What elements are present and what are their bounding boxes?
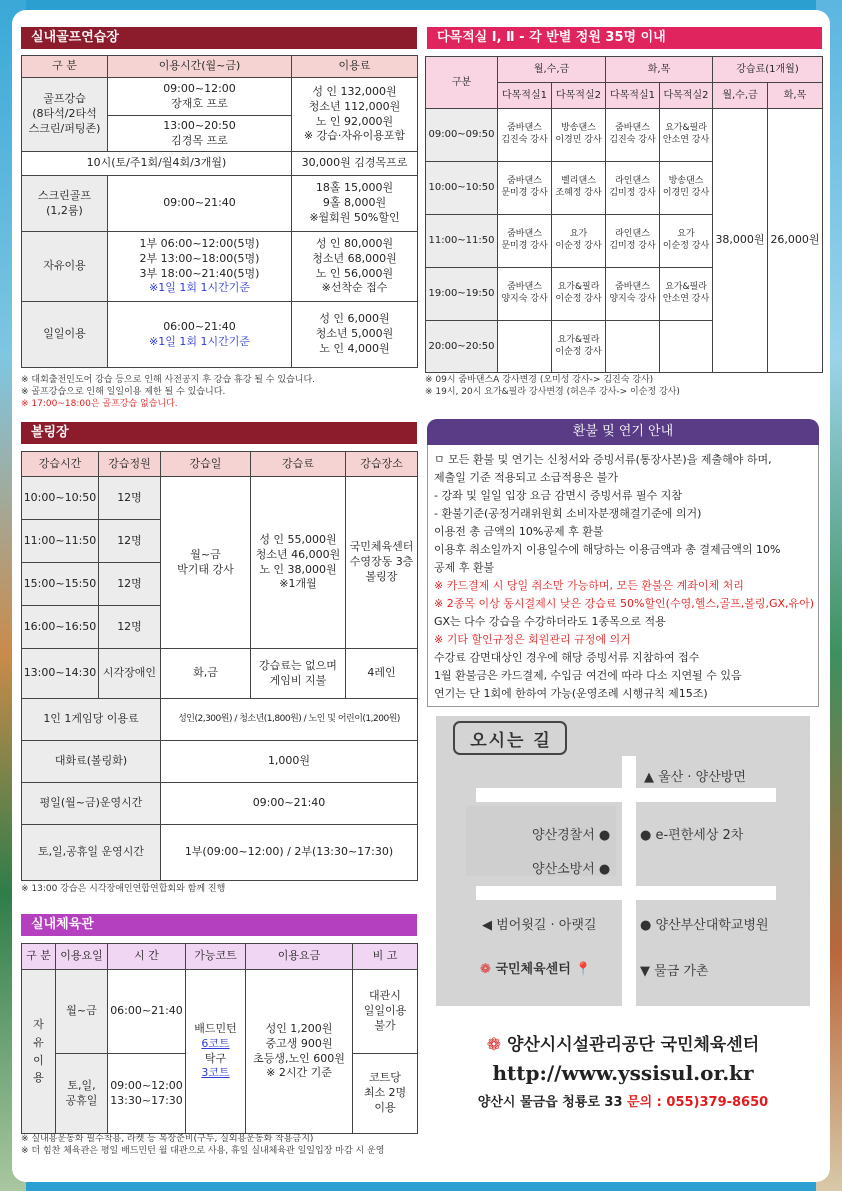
map-title: 오시는 길 [470,731,552,751]
bowling-game-value: 성인(2,300원) / 청소년(1,800원) / 노인 및 어린이(1,200원) [161,699,418,741]
dance-cell: 줌바댄스 김진숙 강사 [606,109,660,162]
bowling-special-place: 4레인 [346,649,418,699]
gym-header [21,914,417,936]
dance-time: 19:00~19:50 [426,268,498,321]
bowling-title: 볼링장 [31,425,69,440]
golf-free-label: 자유이용 [22,232,108,302]
refund-line: 공제 후 환불 [434,561,495,574]
map-center: ❁ 국민체육센터 📍 [480,962,592,977]
gym-head: 비 고 [353,944,418,970]
bowling-weekday-label: 평일(월~금)운영시간 [22,783,161,825]
golf-notes: ※ 대회출전인도어 강습 등으로 인해 사전공지 후 강습 휴강 될 수 있습니다. ※ 골프강습으로 인해 일일이용 제한 될 수 있습니다. ※ 17:00~18:00은 골프강습 없습니다. [21,375,315,409]
refund-line: GX는 다수 강습을 수강하더라도 1종목으로 적용 [434,615,666,628]
dance-cell: 줌바댄스 문미경 강사 [498,215,552,268]
dance-head: 구분 [426,57,498,109]
bowling-slot-time: 15:00~15:50 [22,563,99,606]
bowling-shoe-label: 대화료(볼링화) [22,741,161,783]
dance-cell: 요가 이순정 강사 [660,215,713,268]
bowling-head: 강습일 [161,452,251,477]
dance-cell: 줌바댄스 양지숙 강사 [606,268,660,321]
bowling-slot-capacity: 12명 [99,606,161,649]
golf-lesson-label: 골프강습 (8타석/2타석 스크린/퍼팅존) [22,78,108,152]
bowling-table [21,451,418,881]
location-pin-icon: 📍 [575,962,592,977]
golf-daily-time: 06:00~21:40 ※1일 1회 1시간기준 [108,302,292,368]
gym-notes: ※ 실내용운동화 필수착용, 라켓 등 복장준비(구두, 실외용운동화 착용금지) ※ 더 힘찬 체육관은 평일 배드민턴 월 대관으로 사용, 휴일 실내체육관 일일입장 마감 시 운영 [21,1134,385,1156]
refund-line: ※ 기타 할인규정은 회원관리 규정에 의거 [434,633,631,646]
dance-time: 09:00~09:50 [426,109,498,162]
dance-room: 다목적실2 [552,83,606,109]
dance-cell: 요가&필라 이순정 강사 [552,321,606,373]
dance-header [427,27,822,49]
dance-cell: 벨리댄스 조혜정 강사 [552,162,606,215]
bowling-slot-capacity: 12명 [99,563,161,606]
directions-map [436,716,810,1006]
map-fire: 양산소방서 ● [532,862,611,877]
map-police: 양산경찰서 ● [532,828,611,843]
refund-line: - 강좌 및 일일 입장 요금 감면시 증빙서류 필수 지참 [434,489,682,502]
refund-box [427,419,819,707]
gym-fee: 성인 1,200원 중고생 900원 초등생,노인 600원 ※ 2시간 기준 [246,970,353,1134]
map-road-bottom [476,886,776,900]
dance-cell: 줌바댄스 양지숙 강사 [498,268,552,321]
refund-line: - 환불기준(공정거래위원회 소비자분쟁해결기준에 의거) [434,507,702,520]
gym-head: 이용요금 [246,944,353,970]
bowling-special-fee: 강습료는 없으며 게임비 지불 [251,649,346,699]
dance-cell: 줌바댄스 김진숙 강사 [498,109,552,162]
org-logo-icon: ❁ [486,1035,502,1055]
refund-line: 제출일 기준 적용되고 소급적용은 불가 [434,471,619,484]
golf-head: 구 분 [22,56,108,78]
refund-line: 수강료 감면대상인 경우에 해당 증빙서류 지참하여 접수 [434,651,700,664]
bowling-weekend-label: 토,일,공휴일 운영시간 [22,825,161,881]
map-ulsan: ▲ 울산 · 양산방면 [644,770,746,785]
map-mulgeum: ▼ 물금 가촌 [640,964,709,979]
gym-table [21,943,418,1134]
footer-contact: 양산시 물금읍 청룡로 33 문의 : 055)379-8650 [477,1095,769,1110]
dance-head: 강습료(1개월) [713,57,823,83]
bowling-special-who: 시각장애인 [99,649,161,699]
bowling-weekday-value: 09:00~21:40 [161,783,418,825]
map-epyeon: ● e-편한세상 2차 [640,828,744,843]
dance-cell: 요가&필라 안소연 강사 [660,109,713,162]
dance-notes: ※ 09시 줌바댄스A 강사변경 (오미성 강사-> 김진숙 강사) ※ 19시, 20시 요가&필라 강사변경 (허은주 강사-> 이순정 강사) [425,375,680,397]
dance-head: 화,목 [606,57,713,83]
dance-fee-tt: 26,000원 [768,109,823,373]
dance-cell: 줌바댄스 문미경 강사 [498,162,552,215]
refund-line: 이용전 총 금액의 10%공제 후 환불 [434,525,604,538]
bowling-header [21,422,417,444]
bowling-place: 국민체육센터 수영장동 3층 볼링장 [346,477,418,649]
dance-cell: 방송댄스 이경민 강사 [552,109,606,162]
golf-free-fee: 성 인 80,000원 청소년 68,000원 노 인 56,000원 ※선착순 접수 [292,232,418,302]
bowling-head: 강습시간 [22,452,99,477]
bowling-shoe-value: 1,000원 [161,741,418,783]
golf-lesson3-fee: 30,000원 김경목프로 [292,152,418,176]
golf-screen-label: 스크린골프 (1,2룸) [22,176,108,232]
dance-cell: 요가 이순정 강사 [552,215,606,268]
dance-cell: 요가&필라 안소연 강사 [660,268,713,321]
dance-time: 20:00~20:50 [426,321,498,373]
dance-cell [660,321,713,373]
dance-table [425,56,823,373]
dance-title: 다목적실 Ⅰ, Ⅱ - 각 반별 정원 35명 이내 [437,30,666,45]
gym-title: 실내체육관 [31,917,94,932]
golf-lesson1-time: 09:00~12:00 장재호 프로 [108,78,292,116]
map-hospital: ● 양산부산대학교병원 [640,918,769,933]
center-logo-icon: ❁ [480,962,491,977]
dance-room: 다목적실1 [498,83,552,109]
dance-fee-head: 월,수,금 [713,83,768,109]
gym-head: 시 간 [108,944,186,970]
refund-body [427,445,819,707]
dance-head: 월,수,금 [498,57,606,83]
golf-lesson2-time: 13:00~20:50 김경목 프로 [108,116,292,152]
dance-cell [606,321,660,373]
gym-remark2: 코트당 최소 2명 이용 [353,1054,418,1134]
golf-table [21,55,418,368]
gym-head: 이용요일 [56,944,108,970]
dance-room: 다목적실1 [606,83,660,109]
refund-title: 환불 및 연기 안내 [427,419,819,445]
bowling-special-time: 13:00~14:30 [22,649,99,699]
bowling-slot-time: 10:00~10:50 [22,477,99,520]
gym-head: 가능코트 [186,944,246,970]
golf-daily-fee: 성 인 6,000원 청소년 5,000원 노 인 4,000원 [292,302,418,368]
golf-head: 이용료 [292,56,418,78]
bowling-fee: 성 인 55,000원 청소년 46,000원 노 인 38,000원 ※1개월 [251,477,346,649]
golf-daily-label: 일일이용 [22,302,108,368]
gym-head: 구 분 [22,944,56,970]
gym-weekend-day: 토,일, 공휴일 [56,1054,108,1134]
bowling-head: 강습료 [251,452,346,477]
golf-screen-fee: 18홀 15,000원 9홀 8,000원 ※월회원 50%할인 [292,176,418,232]
golf-title: 실내골프연습장 [31,30,119,45]
bowling-game-label: 1인 1게임당 이용료 [22,699,161,741]
bowling-weekend-value: 1부(09:00~12:00) / 2부(13:30~17:30) [161,825,418,881]
dance-cell: 라인댄스 김미정 강사 [606,162,660,215]
bowling-slot-capacity: 12명 [99,520,161,563]
gym-weekday-day: 월~금 [56,970,108,1054]
bowling-special-day: 화,금 [161,649,251,699]
bowling-slot-time: 11:00~11:50 [22,520,99,563]
bowling-day: 월~금 박기태 강사 [161,477,251,649]
footer [436,1030,810,1110]
refund-line: ㅁ 모든 환불 및 연기는 신청서와 증빙서류(통장사본)을 제출해야 하며, [434,453,772,466]
refund-line: 1월 환불금은 카드결제, 수입금 여건에 따라 다소 지연될 수 있음 [434,669,742,682]
footer-url[interactable]: http://www.yssisul.or.kr [492,1061,754,1085]
golf-screen-time: 09:00~21:40 [108,176,292,232]
bowling-note: ※ 13:00 강습은 시각장애인연합연합회와 함께 진행 [21,884,226,894]
refund-line: 연기는 단 1회에 한하여 가능(운영조례 시행규칙 제15조) [434,687,708,700]
map-road-top [476,788,776,802]
golf-lesson-fee: 성 인 132,000원 청소년 112,000원 노 인 92,000원 ※ 강습·자유이용포함 [292,78,418,152]
gym-weekend-time: 09:00~12:00 13:30~17:30 [108,1054,186,1134]
bowling-head: 강습정원 [99,452,161,477]
refund-line: 이용후 취소일까지 이용일수에 해당하는 이용금액과 총 결제금액의 10% [434,543,781,556]
dance-cell: 방송댄스 이경민 강사 [660,162,713,215]
refund-line: ※ 2종목 이상 동시결제시 낮은 강습료 50%할인(수영,헬스,골프,볼링,GX,유아) [434,597,815,610]
footer-org: ❁ 양산시시설관리공단 국민체육센터 [486,1035,760,1055]
dance-room: 다목적실2 [660,83,713,109]
golf-lesson3-time: 10시(토/주1회/월4회/3개월) [22,152,292,176]
bowling-slot-time: 16:00~16:50 [22,606,99,649]
map-beomeo: ◀ 범어윗길 · 아랫길 [482,918,597,933]
dance-cell: 요가&필라 이순정 강사 [552,268,606,321]
dance-cell: 라인댄스 김미정 강사 [606,215,660,268]
golf-free-time: 1부 06:00~12:00(5명) 2부 13:00~18:00(5명) 3부 18:00~21:40(5명) ※1일 1회 1시간기준 [108,232,292,302]
dance-fee-head: 화,목 [768,83,823,109]
dance-fee-mww: 38,000원 [713,109,768,373]
gym-type: 자 유 이 용 [22,970,56,1134]
refund-line: ※ 카드결제 시 당일 취소만 가능하며, 모든 환불은 계좌이체 처리 [434,579,744,592]
gym-court: 배드민턴 6코트 탁구 3코트 [186,970,246,1134]
dance-time: 11:00~11:50 [426,215,498,268]
bowling-head: 강습장소 [346,452,418,477]
gym-remark1: 대관시 일일이용 불가 [353,970,418,1054]
golf-header [21,27,417,49]
golf-head: 이용시간(월~금) [108,56,292,78]
gym-weekday-time: 06:00~21:40 [108,970,186,1054]
dance-time: 10:00~10:50 [426,162,498,215]
bowling-slot-capacity: 12명 [99,477,161,520]
dance-cell [498,321,552,373]
